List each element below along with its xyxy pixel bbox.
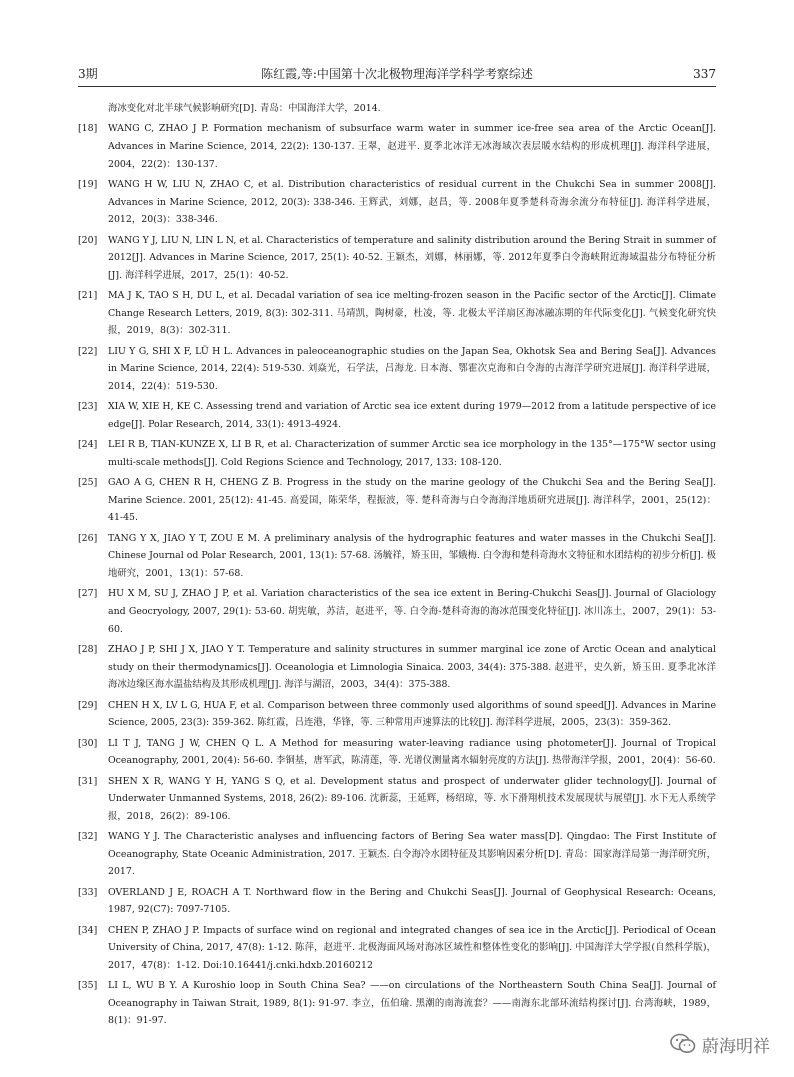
reference-text: WANG Y J. The Characteristic analyses and influencing factors of Bering Sea water mass[D]. Qingdao: The First Institute of Oceanography, State Oceanic Administration, 2017. 王颖杰. 白令海冷水团特征及其影响因素分析[D]. 青岛：国家海洋局第一海洋研究所，2017. bbox=[108, 831, 716, 878]
reference-item bbox=[78, 436, 716, 471]
reference-number: [23] bbox=[78, 401, 98, 413]
reference-number: [27] bbox=[78, 588, 98, 600]
reference-text: CHEN H X, LV L G, HUA F, et al. Comparison between three commonly used algorithms of sound speed[J]. Advances in Marine Science, 2005, 23(3): 359-362. 陈红霞，吕连港，华锋，等. 三种常用声速算法的比较[J]. 海洋科学进展，2005，23(3)：359-362. bbox=[108, 699, 716, 729]
reference-text: CHEN P, ZHAO J P. Impacts of surface wind on regional and integrated changes of sea ice in the Arctic[J]. Periodical of Ocean University of China, 2017, 47(8): 1-12. 陈萍，赵进平. 北极海面风场对海冰区域性和整体性变化的影响[J]. 中国海洋大学学报(自然科学版)，2017，47(8)：1-12. Doi:10.16441/j.cnki.hdxb.20160212 bbox=[108, 924, 716, 971]
reference-text: WANG H W, LIU N, ZHAO C, et al. Distribution characteristics of residual current in the Chukchi Sea in summer 2008[J]. Advances in Marine Science, 2012, 20(3): 338-346. 王辉武，刘娜，赵昌，等. 2008年夏季楚科奇海余流分布特征[J]. 海洋科学进展，2012，20(3)：338-346. bbox=[108, 178, 716, 226]
reference-number: [24] bbox=[78, 439, 98, 451]
reference-item bbox=[78, 977, 716, 1030]
reference-text: LEI R B, TIAN-KUNZE X, LI B R, et al. Characterization of summer Arctic sea ice morphology in the 135°—175°W sector using multi-scale methods[J]. Cold Regions Science and Technology, 2017, 133: 108-120. bbox=[108, 439, 716, 468]
watermark bbox=[670, 1029, 770, 1059]
reference-item bbox=[78, 697, 716, 732]
reference-text: XIA W, XIE H, KE C. Assessing trend and variation of Arctic sea ice extent during 1979—2012 from a latitude perspective of ice edge[J]. Polar Research, 2014, 33(1): 4913-4924. bbox=[108, 401, 716, 430]
reference-item bbox=[78, 773, 716, 826]
issue-number: 3期 bbox=[78, 67, 98, 81]
reference-text: HU X M, SU J, ZHAO J P, et al. Variation characteristics of the sea ice extent in Bering-Chukchi Seas[J]. Journal of Glaciology and Geocryology, 2007, 29(1): 53-60. 胡宪敏，苏洁，赵进平，等. 白令海-楚科奇海的海冰范围变化特征[J]. 冰川冻土，2007，29(1)：53-60. bbox=[108, 588, 716, 635]
reference-number: [22] bbox=[78, 345, 98, 357]
reference-number: [21] bbox=[78, 290, 98, 302]
reference-text: GAO A G, CHEN R H, CHENG Z B. Progress in the study on the marine geology of the Chukchi Sea and the Bering Sea[J]. Marine Science. 2001, 25(12): 41-45. 高爱国，陈荣华，程振波，等. 楚科奇海与白令海海洋地质研究进展[J]. 海洋科学，2001，25(12)：41-45. bbox=[108, 477, 716, 524]
reference-text: OVERLAND J E, ROACH A T. Northward flow in the Bering and Chukchi Seas[J]. Journal of Geophysical Research: Oceans, 1987, 92(C7): 7097-7105. bbox=[108, 886, 716, 916]
reference-text: TANG Y X, JIAO Y T, ZOU E M. A preliminary analysis of the hydrographic features and water masses in the Chukchi Sea[J]. Chinese Journal od Polar Research, 2001, 13(1): 57-68. 汤毓祥，矫玉田，邹娥梅. 白令海和楚科奇海水文特征和水团结构的初步分析[J]. 极地研究，2001，13(1)：57-68. bbox=[108, 532, 716, 580]
reference-item bbox=[78, 232, 716, 285]
reference-item bbox=[78, 120, 716, 173]
reference-item bbox=[78, 641, 716, 694]
reference-number: [20] bbox=[78, 234, 98, 246]
watermark-text: 蔚海明祥 bbox=[702, 1036, 770, 1057]
reference-item bbox=[78, 343, 716, 396]
reference-number: [29] bbox=[78, 699, 98, 711]
reference-item bbox=[78, 922, 716, 975]
reference-text: LI L, WU B Y. A Kuroshio loop in South China Sea? ——on circulations of the Northeastern South China Sea[J]. Journal of Oceanography in Taiwan Strait, 1989, 8(1): 91-97. 李立，伍伯瑜. 黑潮的南海流套？——南海东北部环流结构探讨[J]. 台湾海峡，1989，8(1)：91-97. bbox=[108, 980, 716, 1027]
running-header bbox=[78, 64, 716, 87]
reference-item bbox=[78, 398, 716, 433]
page-number: 337 bbox=[693, 67, 716, 81]
reference-text: MA J K, TAO S H, DU L, et al. Decadal variation of sea ice melting-frozen season in the Pacific sector of the Arctic[J]. Climate Change Research Letters, 2019, 8(3): 302-311. 马靖凯，陶树豪，杜凌，等. 北极太平洋扇区海冰融冻期的年代际变化[J]. 气候变化研究快报，2019，8(3)：302-311. bbox=[108, 290, 716, 337]
reference-number: [34] bbox=[78, 924, 98, 936]
reference-number: [32] bbox=[78, 831, 98, 843]
reference-item bbox=[78, 530, 716, 583]
running-title: 陈红霞,等:中国第十次北极物理海洋学科学考察综述 bbox=[261, 67, 533, 81]
reference-text: WANG C, ZHAO J P. Formation mechanism of subsurface warm water in summer ice-free sea area of the Arctic Ocean[J]. Advances in Marine Science, 2014, 22(2): 130-137. 王翠，赵进平. 夏季北冰洋无冰海域次表层暖水结构的形成机理[J]. 海洋科学进展，2004，22(2)：130-137. bbox=[108, 123, 716, 170]
reference-item bbox=[78, 735, 716, 770]
reference-number: [30] bbox=[78, 737, 98, 749]
reference-item bbox=[78, 287, 716, 340]
reference-item bbox=[78, 474, 716, 527]
reference-number: [35] bbox=[78, 980, 98, 992]
reference-item bbox=[78, 176, 716, 229]
reference-number: [28] bbox=[78, 643, 98, 655]
reference-list bbox=[78, 100, 716, 1033]
reference-number: [25] bbox=[78, 477, 98, 489]
wechat-logo-icon bbox=[670, 1033, 696, 1055]
reference-text: LI T J, TANG J W, CHEN Q L. A Method for measuring water-leaving radiance using photometer[J]. Journal of Tropical Oceanography, 2001, 20(4): 56-60. 李铜基，唐军武，陈清莲，等. 光谱仪测量离水辐射亮度的方法[J]. 热带海洋学报，2001，20(4)：56-60. bbox=[108, 737, 716, 767]
reference-item bbox=[78, 585, 716, 638]
reference-number: [31] bbox=[78, 775, 98, 787]
reference-continuation: 海冰变化对北半球气候影响研究[D]. 青岛：中国海洋大学，2014. bbox=[108, 103, 381, 114]
reference-text: WANG Y J, LIU N, LIN L N, et al. Characteristics of temperature and salinity distribution around the Bering Strait in summer of 2012[J]. Advances in Marine Science, 2017, 25(1): 40-52. 王颖杰，刘娜，林丽娜，等. 2012年夏季白令海峡附近海域温盐分布特征分析[J]. 海洋科学进展，2017，25(1)：40-52. bbox=[108, 234, 716, 281]
reference-text: ZHAO J P, SHI J X, JIAO Y T. Temperature and salinity structures in summer marginal ice zone of Arctic Ocean and analytical study on their thermodynamics[J]. Oceanologia et Limnologia Sinaica. 2003, 34(4): 375-388. 赵进平，史久新，矫玉田. 夏季北冰洋海冰边缘区海水温盐结构及其形成机理[J]. 海洋与湖沼，2003，34(4)：375-388. bbox=[108, 643, 716, 691]
reference-text: SHEN X R, WANG Y H, YANG S Q, et al. Development status and prospect of underwater glider technology[J]. Journal of Underwater Unmanned Systems, 2018, 26(2): 89-106. 沈新蕊，王延辉，杨绍琼，等. 水下滑翔机技术发展现状与展望[J]. 水下无人系统学报，2018，26(2)：89-106. bbox=[108, 775, 716, 822]
reference-text: LIU Y G, SHI X F, LÜ H L. Advances in paleoceanographic studies on the Japan Sea, Okhotsk Sea and Bering Sea[J]. Advances in Marine Science, 2014, 22(4): 519-530. 刘焱光，石学法，吕海龙. 日本海、鄂霍次克海和白令海的古海洋学研究进展[J]. 海洋科学进展，2014，22(4)：519-530. bbox=[108, 345, 716, 392]
reference-number: [18] bbox=[78, 123, 98, 135]
reference-item bbox=[78, 884, 716, 919]
reference-number: [26] bbox=[78, 532, 98, 544]
reference-number: [19] bbox=[78, 178, 98, 190]
reference-item bbox=[78, 828, 716, 881]
reference-number: [33] bbox=[78, 886, 98, 898]
